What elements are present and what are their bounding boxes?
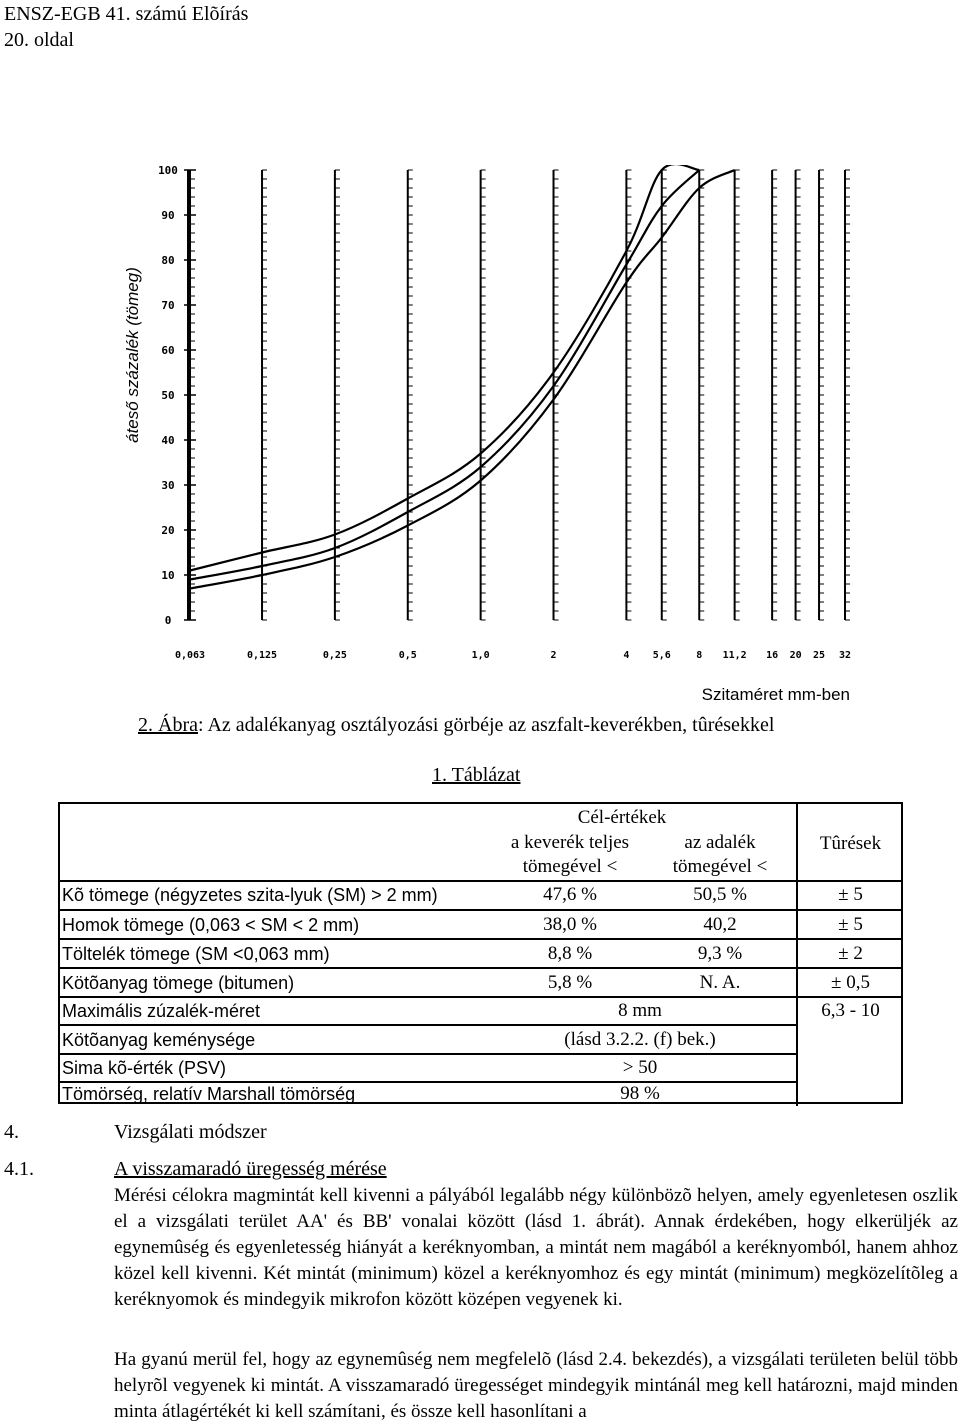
table-row-label: Kötõanyag keménysége (62, 1030, 256, 1050)
table-row-label: Tömörség, relatív Marshall tömörség (62, 1084, 356, 1104)
y-tick-label: 50 (161, 389, 175, 402)
paragraph: Ha gyanú merül fel, hogy az egynemûség nem megfelelõ (lásd 2.4. bekezdés), a vizsgálati területen belül több helyrõl vegyenek ki mintát. A visszamaradó üregességet mindegyik mintánál meg kell határozni, majd minden minta átlagértékét ki kell számítani, és össze kell hasonlítani a (114, 1349, 958, 1422)
table-divider (60, 938, 903, 940)
paragraph: Mérési célokra magmintát kell kivenni a pályából legalább négy különbözõ helyen, amely egyenletesen oszlik el a vizsgálati terület AA' és BB' vonalai között (lásd 1. ábrát). Annak érdekében, hogy elkerüljék az egynemûség és egyenletesség hiányát a keréknyomban, a mintát nem magából a keréknyomból, hanem ahhoz közel kell kivenni. Két mintát (minimum) közel a keréknyomhoz és egy mintát (minimum) megközelítõleg a keréknyomok és mindegyik mikrofon között középen vegyenek ki. (114, 1185, 958, 1310)
table-cell: ± 5 (838, 914, 863, 935)
x-tick-label: 32 (838, 650, 852, 661)
table-cell: (lásd 3.2.2. (f) bek.) (564, 1029, 716, 1050)
table-cell: 8 mm (618, 1000, 662, 1021)
table-row-label: Töltelék tömege (SM <0,063 mm) (62, 944, 330, 964)
table-row-label: Maximális zúzalék-méret (62, 1001, 261, 1021)
table-cell: 50,5 % (693, 884, 747, 905)
table-cell: ± 0,5 (831, 972, 870, 993)
table-divider (60, 909, 903, 911)
grading-curve-series (190, 164, 699, 571)
figure-caption-text: : Az adalékanyag osztályozási görbéje az aszfalt-keverékben, tûrésekkel (197, 714, 775, 736)
table-cell: 5,8 % (547, 972, 593, 993)
table-cell: ± 5 (838, 884, 863, 905)
y-tick-label: 80 (161, 254, 175, 267)
y-tick-label: 40 (161, 434, 175, 447)
table-cell: ± 2 (838, 943, 863, 964)
y-tick-label: 30 (161, 479, 175, 492)
table-header-col3: Tûrések (819, 833, 882, 854)
grading-curve-series (190, 170, 699, 580)
table-row-label: Sima kõ-érték (PSV) (62, 1058, 227, 1078)
x-tick-label: 4 (623, 650, 630, 661)
x-tick-label: 1,0 (471, 650, 490, 661)
table-divider (60, 1024, 797, 1026)
x-tick-label: 8 (696, 650, 703, 661)
table-cell: 98 % (620, 1083, 660, 1104)
table-cell: 40,2 (703, 914, 737, 935)
table-cell: N. A. (699, 972, 741, 993)
table-divider (60, 967, 903, 969)
table-header-group: Cél-értékek (577, 807, 667, 828)
x-axis-title: Szitaméret mm-ben (701, 685, 850, 704)
y-tick-label: 20 (161, 524, 175, 537)
table-header-col2-line2: tömegével < (672, 856, 768, 877)
x-tick-label: 0,25 (322, 650, 347, 661)
table-cell: 6,3 - 10 (821, 1000, 880, 1021)
section-title: Vizsgálati módszer (114, 1121, 267, 1143)
subsection-title: A visszamaradó üregesség mérése (114, 1158, 387, 1180)
section-number: 4. (4, 1121, 19, 1143)
y-tick-label: 100 (158, 164, 178, 177)
x-tick-label: 11,2 (722, 650, 747, 661)
x-tick-label: 20 (789, 650, 802, 661)
x-tick-label: 0,5 (398, 650, 417, 661)
figure-caption (138, 714, 774, 737)
header-page-number: 20. oldal (4, 29, 74, 51)
y-tick-label: 60 (161, 344, 175, 357)
table-row-label: Homok tömege (0,063 < SM < 2 mm) (62, 915, 360, 935)
y-tick-label: 0 (164, 614, 172, 627)
x-tick-label: 5,6 (652, 650, 671, 661)
table-cell: 8,8 % (547, 943, 593, 964)
x-tick-label: 25 (813, 650, 826, 661)
table-caption (432, 764, 520, 787)
grading-curve-chart (100, 150, 860, 705)
grading-curve-series (190, 170, 735, 589)
y-axis-title: áteső százalék (tömeg) (123, 267, 142, 443)
table-divider (60, 996, 903, 998)
table-cell: > 50 (622, 1057, 658, 1078)
figure-caption-number: 2. Ábra (138, 714, 198, 736)
table-header-col1-line1: a keverék teljes (510, 832, 630, 853)
table-cell: 47,6 % (543, 884, 597, 905)
table-header-col1-line2: tömegével < (522, 856, 618, 877)
table-caption-number: 1. Táblázat (432, 764, 521, 786)
x-tick-label: 0,063 (174, 650, 206, 661)
x-tick-label: 0,125 (246, 650, 278, 661)
table-row-label: Kõ tömege (négyzetes szita-lyuk (SM) > 2 mm) (62, 885, 438, 905)
header-doc-title: ENSZ-EGB 41. számú Elõírás (4, 3, 249, 25)
y-tick-label: 90 (161, 209, 175, 222)
table-divider (60, 1053, 797, 1055)
y-tick-label: 10 (161, 569, 175, 582)
x-tick-label: 2 (550, 650, 557, 661)
table-cell: 38,0 % (543, 914, 597, 935)
x-tick-label: 16 (766, 650, 779, 661)
table-divider (60, 880, 903, 882)
table-header-col2-line1: az adalék (684, 832, 756, 853)
table-row-label: Kötõanyag tömege (bitumen) (62, 973, 295, 993)
table-cell: 9,3 % (697, 943, 743, 964)
y-tick-label: 70 (161, 299, 175, 312)
target-values-table (58, 802, 903, 1104)
subsection-number: 4.1. (4, 1158, 34, 1180)
